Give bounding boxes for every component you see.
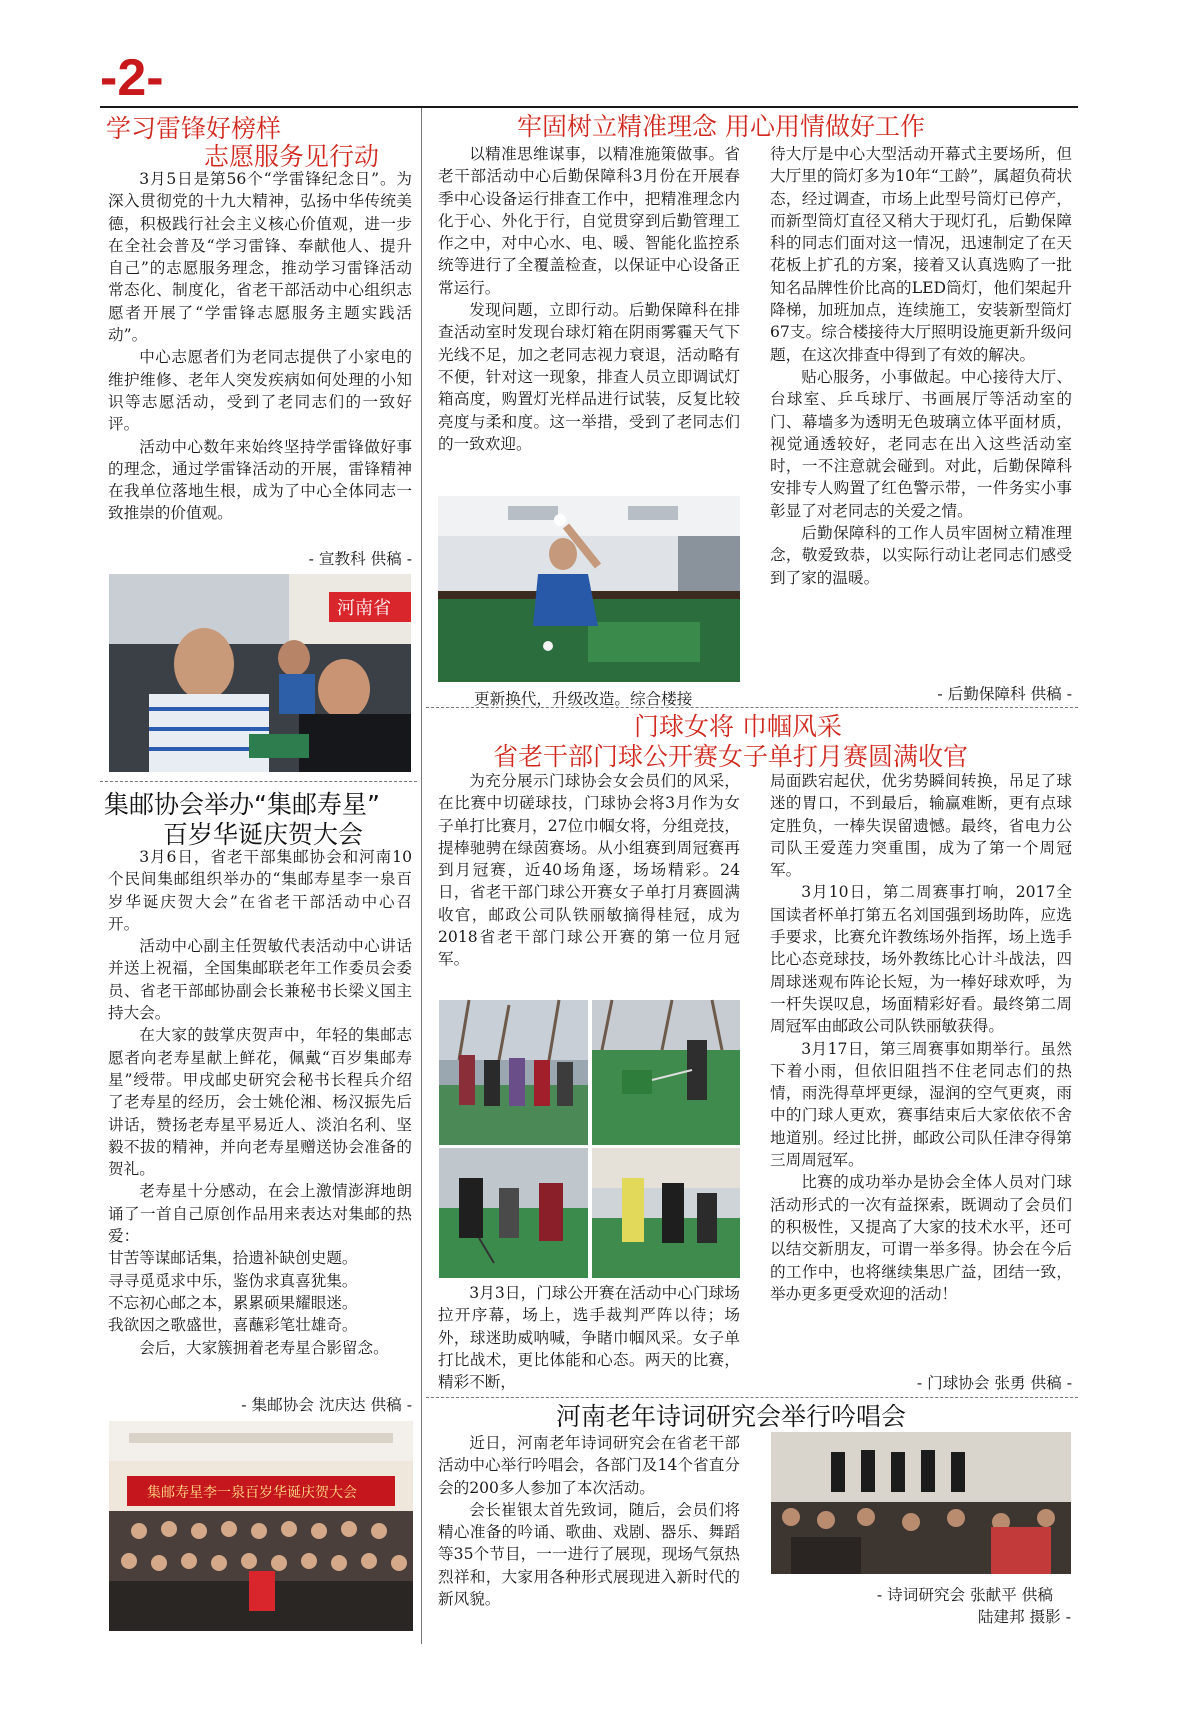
article-3-paragraph: 待大厅是中心大型活动开幕式主要场所，但大厅里的筒灯多为10年“工龄”，属超负荷状态，经过调查，市场上此型号筒灯已停产，而新型筒灯直径又稍大于现灯孔，后勤保障科的同志们面对这一情况，迅速制定了在天花板上扩孔的方案，接着又认真选购了一批知名品牌性价比高的LED筒灯，他们架起升降梯，加班加点，连续施工，安装新型筒灯67支。综合楼接待大厅照明设施更新升级问题，在这次排查中得到了有效的解决。 — [770, 145, 1072, 364]
article-5-byline-1: - 诗词研究会 张献平 供稿 — [876, 1586, 1053, 1604]
article-5-paragraph: 会长崔银太首先致词，随后，会员们将精心准备的吟诵、歌曲、戏剧、器乐、舞蹈等35个节目，一一进行了展现，现场气氛热烈祥和，大家用各种形式展现进入新时代的新风貌。 — [438, 1500, 740, 1609]
article-4-paragraph: 比赛的成功举办是协会全体人员对门球活动形式的一次有益探索，既调动了会员们的积极性，又提高了大家的技术水平，还可以结交新朋友，可谓一举多得。协会在今后的工作中，也将继续集思广益，团结一致，举办更多更受欢迎的活动！ — [770, 1173, 1072, 1303]
article-2-paragraph: 活动中心副主任贺敏代表活动中心讲话并送上祝福，全国集邮联老年工作委员会委员、省老干部邮协副会长兼秘书长梁义国主持大会。 — [108, 937, 412, 1023]
billiards-room-photo — [438, 496, 740, 682]
article-3-col2 — [770, 143, 1072, 683]
article-5-byline-2: 陆建邦 摄影 - — [977, 1608, 1071, 1626]
article-5-paragraph: 近日，河南老年诗词研究会在省老干部活动中心举行吟唱会，各部门及14个省直分会的200多人参加了本次活动。 — [438, 1434, 740, 1497]
article-4-paragraph: 3月10日，第二周赛事打响，2017全国读者杯单打第五名刘国强到场助阵，应选手要求，比赛允许教练场外指挥，场上选手比心态竞球技，场外教练比心计斗战法，四周球迷观布阵论长短，为一棒好球欢呼，为一杆失误叹息，场面精彩好看。最终第二周周冠军由邮政公司队铁丽敏获得。 — [770, 883, 1072, 1036]
gateball-photo-4 — [592, 1148, 740, 1278]
article-2-title-line1: 集邮协会举办“集邮寿星” — [104, 790, 380, 819]
article-3-title: 牢固树立精准理念 用心用情做好工作 — [517, 112, 925, 141]
article-1-byline: - 宣教科 供稿 - — [308, 550, 412, 568]
article-1-body — [108, 168, 412, 548]
svg-text:集邮寿星李一泉百岁华诞庆贺大会: 集邮寿星李一泉百岁华诞庆贺大会 — [147, 1485, 357, 1501]
article-4-title-line1: 门球女将 巾帼风采 — [634, 712, 842, 741]
article-2-paragraph: 3月6日，省老干部集邮协会和河南10个民间集邮组织举办的“集邮寿星李一泉百岁华诞庆贺大会”在省老干部活动中心召开。 — [108, 848, 412, 933]
stamp-birthday-group-photo — [109, 1421, 413, 1631]
article-4-col1b — [438, 1282, 740, 1394]
poem-line: 我欲因之歌盛世，喜蘸彩笔壮雄奇。 — [108, 1316, 358, 1335]
article-2-paragraph: 老寿星十分感动，在会上激情澎湃地朗诵了一首自己原创作品用来表达对集邮的热爱： — [108, 1182, 412, 1246]
article-4-paragraph: 3月3日，门球公开赛在活动中心门球场拉开序幕，场上，选手裁判严阵以待；场外，球迷助威呐喊，争睹巾帼风采。女子单打比战术，更比体能和心态。两天的比赛，精彩不断， — [438, 1284, 740, 1392]
header-rule — [100, 106, 1078, 108]
gateball-photo-1 — [439, 1000, 588, 1145]
article-2-paragraph: 在大家的鼓掌庆贺声中，年轻的集邮志愿者向老寿星献上鲜花，佩戴“百岁集邮寿星”绶带。甲戌邮史研究会秘书长程兵介绍了老寿星的经历，会士姚伦湘、杨汉振先后讲话，赞扬老寿星平易近人、淡泊名利、坚毅不拔的精神，并向老寿星赠送协会准备的贺礼。 — [108, 1026, 412, 1179]
article-4-paragraph: 3月17日，第三周赛事如期举行。虽然下着小雨，但依旧阻挡不住老同志们的热情，雨洗得草坪更绿，湿润的空气更爽，雨中的门球人更欢，赛事结束后大家依依不舍地道别。经过比拼，邮政公司队任津夺得第三周周冠军。 — [770, 1039, 1072, 1170]
article-1-paragraph: 活动中心数年来始终坚持学雷锋做好事的理念，通过学雷锋活动的开展，雷锋精神在我单位落地生根，成为了中心全体同志一致推崇的价值观。 — [108, 437, 412, 523]
article-1-title-line2: 志愿服务见行动 — [204, 142, 380, 171]
poetry-recital-photo — [771, 1432, 1071, 1574]
article-2-title-line2: 百岁华诞庆贺大会 — [163, 820, 364, 849]
article-3-paragraph: 以精准思维谋事，以精准施策做事。省老干部活动中心后勤保障科3月份在开展春季中心设备运行排查工作中，把精准理念内化于心、外化于行，自觉贯穿到后勤管理工作之中，对中心水、电、暖、智能化监控系统等进行了全覆盖检查，以保证中心设备正常运行。 — [438, 145, 740, 297]
billiards-caption: 更新换代，升级改造。综合楼接 — [474, 690, 693, 708]
svg-text:河南省: 河南省 — [337, 598, 391, 619]
article-4-paragraph: 局面跌宕起伏，优劣势瞬间转换，吊足了球迷的胃口，不到最后，输赢难断，更有点球定胜负，一棒失误留遗憾。最终，省电力公司队王爱莲力突重围，成为了第一个周冠军。 — [770, 772, 1072, 880]
section-divider-right-2 — [426, 1397, 1078, 1398]
article-2-byline: - 集邮协会 沈庆达 供稿 - — [241, 1396, 412, 1414]
article-5-title: 河南老年诗词研究会举行吟唱会 — [556, 1402, 907, 1431]
article-2-closing: 会后，大家簇拥着老寿星合影留念。 — [139, 1338, 389, 1357]
article-4-paragraph: 为充分展示门球协会女会员们的风采，在比赛中切磋球技，门球协会将3月作为女子单打比赛月，27位巾帼女将，分组竞技，提棒驰骋在绿茵赛场。从小组赛到周冠赛再到月冠赛，近40场角逐，场场精彩。24日，省老干部门球公开赛女子单打月赛圆满收官，邮政公司队铁丽敏摘得桂冠，成为2018省老干部门球公开赛的第一位月冠军。 — [438, 772, 740, 969]
article-3-col1 — [438, 143, 740, 500]
page-number: -2- — [100, 49, 164, 107]
article-3-paragraph: 发现问题，立即行动。后勤保障科在排查活动室时发现台球灯箱在阴雨雾霾天气下光线不足，加之老同志视力衰退，活动略有不便，针对这一现象，排查人员立即调试灯箱高度，购置灯光样品进行试装，反复比较亮度与柔和度。这一举措，受到了老同志们的一致欢迎。 — [438, 301, 740, 453]
article-5-body — [438, 1432, 740, 1637]
article-4-byline: - 门球协会 张勇 供稿 - — [916, 1374, 1072, 1392]
article-1-paragraph: 中心志愿者们为老同志提供了小家电的维护维修、老年人突发疾病如何处理的小知识等志愿活动，受到了老同志们的一致好评。 — [108, 348, 412, 434]
article-4-col1 — [438, 770, 740, 994]
article-3-byline: - 后勤保障科 供稿 - — [937, 685, 1072, 703]
gateball-photo-2 — [592, 1000, 740, 1145]
poem-line: 寻寻觅觅求中乐，鉴伪求真喜犹集。 — [108, 1271, 358, 1290]
article-1-paragraph: 3月5日是第56个“学雷锋纪念日”。为深入贯彻党的十九大精神，弘扬中华传统美德，积极践行社会主义核心价值观，进一步在全社会普及“学习雷锋、奉献他人、提升自己”的志愿服务理念，推动学习雷锋活动常态化、制度化，省老干部活动中心组织志愿者开展了“学雷锋志愿服务主题实践活动”。 — [108, 170, 412, 345]
article-3-paragraph: 后勤保障科的工作人员牢固树立精准理念，敬爱致恭，以实际行动让老同志们感受到了家的温暖。 — [770, 524, 1072, 587]
article-4-col2 — [770, 770, 1072, 1372]
article-2-body — [108, 846, 412, 1357]
article-1-title-line1: 学习雷锋好榜样 — [106, 114, 282, 143]
article-3-paragraph: 贴心服务，小事做起。中心接待大厅、台球室、乒乓球厅、书画展厅等活动室的门、幕墙多为透明无色玻璃立体平面材质，视觉通透较好，老同志在出入这些活动室时，一不注意就会碰到。对此，后勤保障科安排专人购置了红色警示带，一件务实小事彰显了对老同志的关爱之情。 — [770, 367, 1072, 520]
gateball-photo-3 — [439, 1148, 588, 1278]
section-divider-left — [100, 781, 417, 782]
volunteer-activity-photo — [109, 574, 411, 772]
poem-line: 甘苦等谋邮话集，拾遗补缺创史题。 — [108, 1249, 358, 1268]
column-divider-left — [421, 108, 422, 1644]
article-4-title-line2: 省老干部门球公开赛女子单打月赛圆满收官 — [493, 742, 969, 771]
poem-line: 不忘初心邮之本，累累硕果耀眼迷。 — [108, 1293, 358, 1312]
